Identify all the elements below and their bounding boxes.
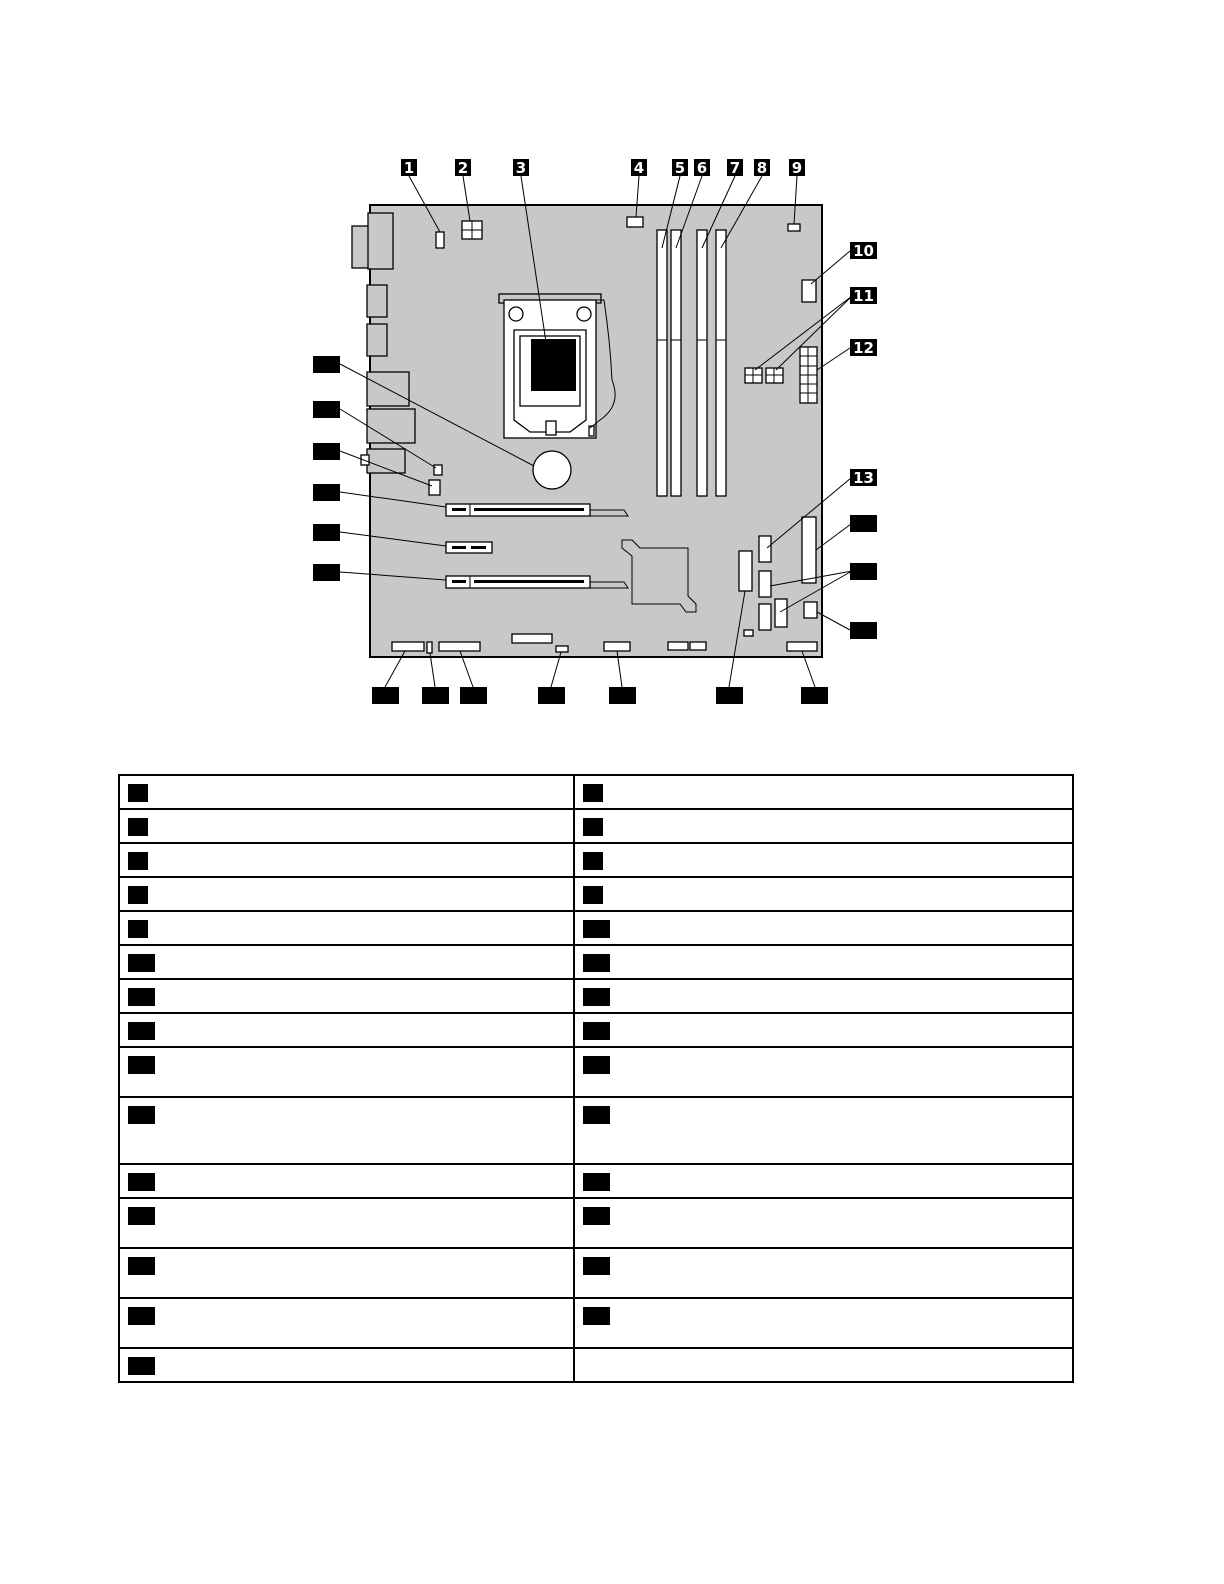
callout-3 — [513, 159, 529, 177]
legend-cell-left — [119, 877, 574, 911]
callout-unlabeled-right-3 — [850, 622, 877, 639]
legend-callout-marker — [583, 1207, 610, 1225]
callout-12-label: 12 — [853, 339, 874, 357]
callout-13 — [850, 469, 877, 487]
legend-callout-marker — [128, 818, 148, 836]
callout-11-label: 11 — [853, 287, 874, 305]
connector-12 — [800, 347, 817, 403]
callout-2 — [455, 159, 471, 177]
callout-3-label: 3 — [515, 159, 527, 177]
legend-callout-marker — [128, 988, 155, 1006]
callout-11 — [850, 287, 877, 305]
legend-callout-marker — [583, 886, 603, 904]
legend-callout-marker — [128, 1257, 155, 1275]
legend-cell-right — [574, 1164, 1073, 1198]
legend-table-body — [119, 775, 1073, 1382]
parallel-header — [802, 517, 816, 583]
legend-cell-left — [119, 809, 574, 843]
legend-cell-right — [574, 1198, 1073, 1248]
callout-unlabeled-bottom-4 — [538, 687, 565, 704]
jumper-small — [744, 630, 753, 636]
legend-row — [119, 1097, 1073, 1164]
legend-callout-marker — [128, 784, 148, 802]
callout-10 — [850, 242, 877, 260]
callout-unlabeled-bottom-1 — [372, 687, 399, 704]
serial-connector-shell — [368, 213, 393, 269]
callout-4-label: 4 — [633, 159, 645, 177]
legend-callout-marker — [583, 954, 610, 972]
legend-cell-right — [574, 1298, 1073, 1348]
callout-6-label: 6 — [696, 159, 708, 177]
legend-cell-right — [574, 911, 1073, 945]
sata-connector-13 — [759, 536, 771, 562]
header-pair-a — [668, 642, 688, 650]
legend-row — [119, 1198, 1073, 1248]
legend-row — [119, 1047, 1073, 1097]
callout-unlabeled-bottom-2 — [422, 687, 449, 704]
legend-callout-marker — [128, 1173, 155, 1191]
callout-unlabeled-left-2 — [313, 401, 340, 418]
callout-9 — [789, 159, 805, 177]
usb-header-bottom-1 — [439, 642, 480, 651]
legend-row — [119, 1013, 1073, 1047]
legend-callout-marker — [583, 988, 610, 1006]
legend-callout-marker — [583, 1173, 610, 1191]
legend-cell-left — [119, 1198, 574, 1248]
legend-callout-marker — [583, 1257, 610, 1275]
callout-12 — [850, 339, 877, 357]
sata-connector-a — [759, 571, 771, 597]
callout-7-label: 7 — [729, 159, 741, 177]
sata-connector-c — [775, 599, 787, 627]
legend-callout-marker — [128, 954, 155, 972]
legend-cell-left — [119, 1298, 574, 1348]
header-pair-b — [690, 642, 706, 650]
legend-cell-right — [574, 1097, 1073, 1164]
legend-callout-marker — [128, 1357, 155, 1375]
callout-unlabeled-bottom-5 — [609, 687, 636, 704]
legend-row — [119, 1248, 1073, 1298]
cpu-chip — [531, 339, 576, 391]
legend-callout-marker — [583, 1056, 610, 1074]
legend-cell-right — [574, 1013, 1073, 1047]
legend-cell-left — [119, 1164, 574, 1198]
legend-callout-marker — [583, 1022, 610, 1040]
callout-unlabeled-right-1 — [850, 515, 877, 532]
legend-callout-marker — [128, 1022, 155, 1040]
legend-row — [119, 877, 1073, 911]
connector-4 — [627, 217, 643, 227]
legend-callout-marker — [583, 784, 603, 802]
legend-cell-right — [574, 945, 1073, 979]
legend-callout-marker — [128, 852, 148, 870]
callout-unlabeled-bottom-6 — [716, 687, 743, 704]
legend-cell-left — [119, 945, 574, 979]
callout-6 — [694, 159, 710, 177]
callout-unlabeled-left-1 — [313, 356, 340, 373]
legend-row — [119, 911, 1073, 945]
memory-slot-6 — [671, 230, 681, 496]
sata-connector-b — [759, 604, 771, 630]
callout-13-label: 13 — [853, 469, 874, 487]
usb-header-bottom-2 — [604, 642, 630, 651]
legend-cell-right — [574, 979, 1073, 1013]
usb-stack-2 — [367, 324, 387, 356]
connector-9 — [788, 224, 800, 231]
legend-cell-left — [119, 843, 574, 877]
legend-row — [119, 945, 1073, 979]
header-left-upper — [434, 465, 442, 475]
legend-row — [119, 843, 1073, 877]
legend-callout-marker — [128, 1207, 155, 1225]
callout-unlabeled-bottom-3 — [460, 687, 487, 704]
audio-header-bottom — [787, 642, 817, 651]
memory-slot-5 — [657, 230, 667, 496]
legend-cell-left — [119, 1047, 574, 1097]
memory-slot-7 — [697, 230, 707, 496]
legend-row — [119, 1164, 1073, 1198]
usb-stack-1 — [367, 285, 387, 317]
callout-1-label: 1 — [403, 159, 415, 177]
connector-10 — [802, 280, 816, 302]
legend-row — [119, 1298, 1073, 1348]
callout-8 — [754, 159, 770, 177]
legend-row — [119, 1348, 1073, 1382]
legend-table — [118, 774, 1074, 1383]
callout-4 — [631, 159, 647, 177]
legend-callout-marker — [583, 852, 603, 870]
callout-8-label: 8 — [756, 159, 768, 177]
legend-callout-marker — [583, 920, 610, 938]
callout-7 — [727, 159, 743, 177]
connector-1 — [436, 232, 444, 248]
jumper-bottom — [427, 642, 432, 653]
coin-battery — [533, 451, 571, 489]
legend-cell-left — [119, 1013, 574, 1047]
memory-slot-8 — [716, 230, 726, 496]
legend-cell-left — [119, 1348, 574, 1382]
legend-cell-right — [574, 877, 1073, 911]
front-panel-header — [392, 642, 424, 651]
callout-unlabeled-left-6 — [313, 564, 340, 581]
legend-row — [119, 775, 1073, 809]
callout-unlabeled-right-2 — [850, 563, 877, 580]
callout-unlabeled-left-5 — [313, 524, 340, 541]
usb-header-vertical — [739, 551, 752, 591]
audio-stack — [367, 449, 405, 473]
motherboard-diagram — [0, 0, 1224, 770]
legend-cell-right — [574, 1047, 1073, 1097]
callout-1 — [401, 159, 417, 177]
legend-cell-left — [119, 1248, 574, 1298]
callout-unlabeled-bottom-7 — [801, 687, 828, 704]
connector-2 — [462, 221, 482, 239]
callout-unlabeled-left-4 — [313, 484, 340, 501]
legend-callout-marker — [128, 1106, 155, 1124]
pci-express-x1-slot — [446, 542, 492, 553]
tpm-header — [512, 634, 552, 643]
power-header-right — [804, 602, 817, 618]
legend-cell-left — [119, 911, 574, 945]
legend-cell-left — [119, 775, 574, 809]
legend-cell-right — [574, 809, 1073, 843]
legend-cell-right — [574, 843, 1073, 877]
legend-cell-right — [574, 1248, 1073, 1298]
callout-5 — [672, 159, 688, 177]
legend-cell-right — [574, 775, 1073, 809]
legend-row — [119, 809, 1073, 843]
legend-callout-marker — [128, 886, 148, 904]
callout-5-label: 5 — [674, 159, 686, 177]
legend-cell-left — [119, 979, 574, 1013]
legend-callout-marker — [128, 920, 148, 938]
usb-stack-3 — [367, 409, 415, 443]
legend-row — [119, 979, 1073, 1013]
legend-callout-marker — [128, 1307, 155, 1325]
callout-9-label: 9 — [791, 159, 803, 177]
legend-cell-right — [574, 1348, 1073, 1382]
legend-callout-marker — [583, 1106, 610, 1124]
legend-callout-marker — [128, 1056, 155, 1074]
callout-10-label: 10 — [853, 242, 874, 260]
legend-cell-left — [119, 1097, 574, 1164]
callout-unlabeled-left-3 — [313, 443, 340, 460]
legend-callout-marker — [583, 1307, 610, 1325]
callout-2-label: 2 — [457, 159, 469, 177]
legend-callout-marker — [583, 818, 603, 836]
speaker-header — [556, 646, 568, 652]
header-left-lower — [429, 480, 440, 495]
